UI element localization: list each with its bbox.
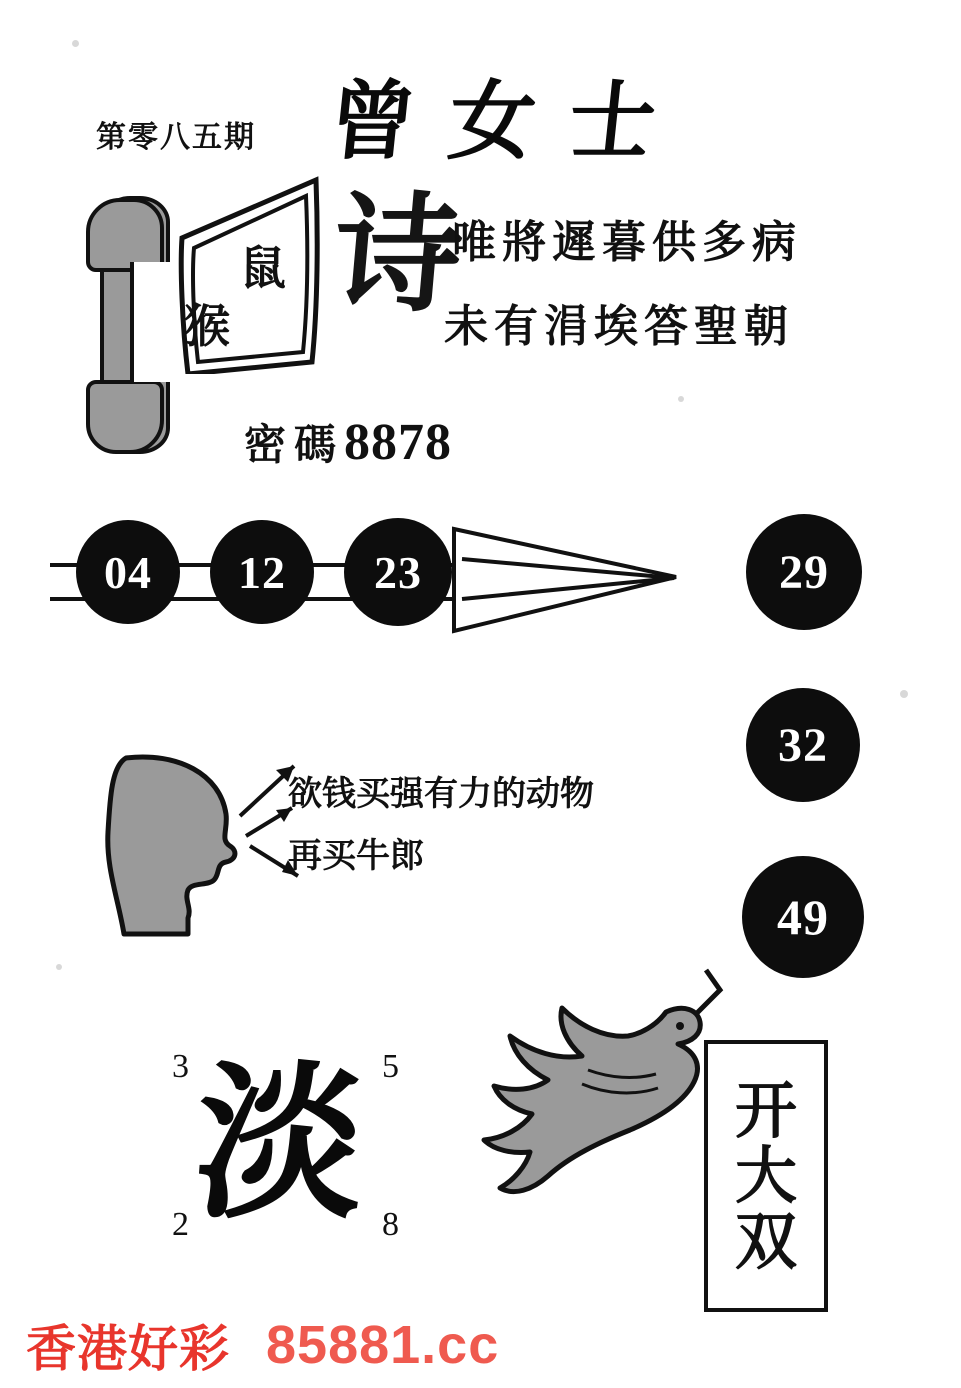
number-ball[interactable]: 29 [746, 514, 862, 630]
number-ball[interactable]: 23 [344, 518, 452, 626]
number-ball[interactable]: 12 [210, 520, 314, 624]
corner-number-bottom-right: 8 [382, 1206, 399, 1243]
footer-website[interactable]: 85881.cc [266, 1315, 500, 1375]
arrow-head-icon [448, 519, 680, 639]
password-row [244, 412, 452, 472]
poem-line-2: 未有涓埃答聖朝 [444, 302, 794, 351]
paper-speck [56, 964, 62, 970]
number-ball[interactable]: 04 [76, 520, 180, 624]
poem-line-1: 唯將遲暮供多病 [452, 218, 802, 267]
number-ball[interactable]: 49 [742, 856, 864, 978]
zodiac-banner [166, 174, 332, 374]
paper-speck [72, 40, 79, 47]
number-ball[interactable]: 32 [746, 688, 860, 802]
sign-board [704, 1040, 828, 1312]
handset-earpiece-bottom [86, 380, 164, 454]
paper-speck [900, 690, 908, 698]
footer [0, 1310, 961, 1380]
zodiac-rat-label: 鼠 [240, 243, 286, 294]
handset-earpiece-top [86, 198, 164, 272]
footer-brand: 香港好彩 [26, 1321, 230, 1377]
poem-heading-char: 诗 [327, 185, 469, 327]
password-label: 密碼 [244, 423, 345, 469]
sign-char-1: 开 [734, 1078, 797, 1147]
zodiac-monkey-label: 猴 [184, 301, 230, 352]
sign-char-2: 大 [734, 1143, 797, 1212]
hint-line-1: 欲钱买强有力的动物 [288, 776, 594, 813]
issue-label: 第零八五期 [96, 121, 256, 154]
password-digits: 8878 [344, 414, 453, 471]
sign-char-3: 双 [734, 1208, 797, 1277]
featured-character: 淡 [189, 1053, 371, 1239]
corner-number-bottom-left: 2 [172, 1206, 189, 1243]
corner-number-top-left: 3 [172, 1048, 189, 1085]
page-title: 曾女士 [324, 74, 695, 170]
paper-speck [678, 396, 684, 402]
corner-number-top-right: 5 [382, 1048, 399, 1085]
hint-line-2: 再买牛郎 [288, 838, 424, 875]
